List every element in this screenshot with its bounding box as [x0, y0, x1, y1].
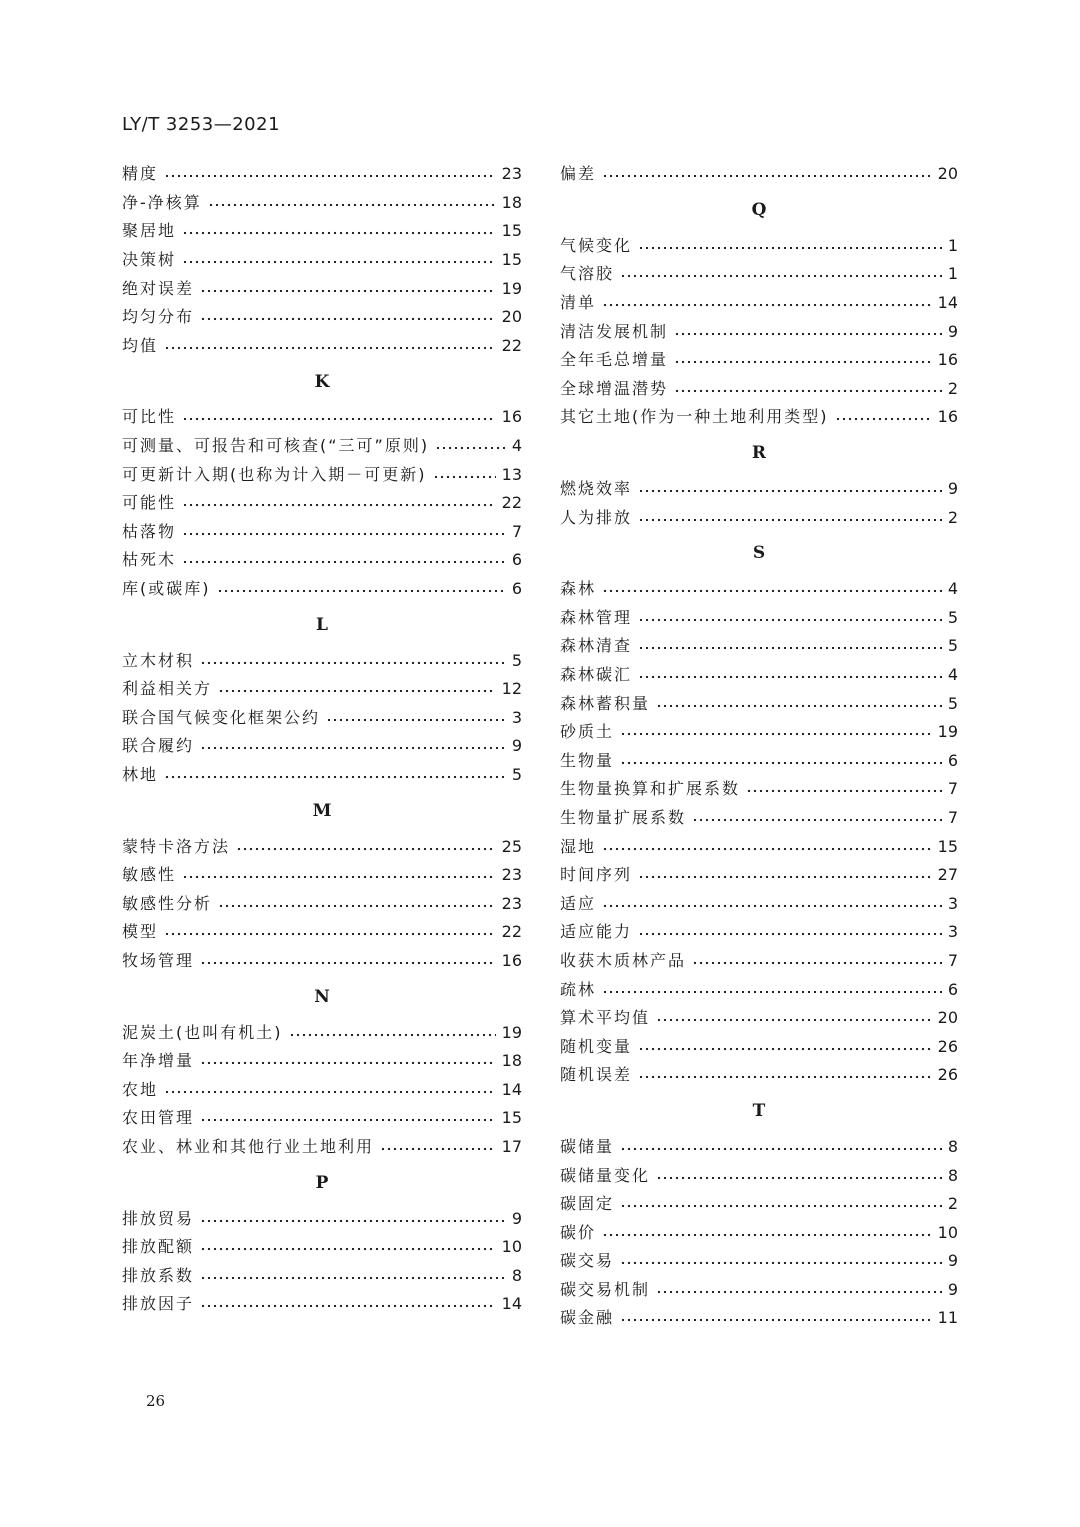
dot-leader [218, 904, 496, 908]
index-term: 生物量 [560, 750, 615, 770]
dot-leader [638, 489, 942, 493]
index-page-number: 9 [947, 479, 958, 499]
index-page-number: 23 [501, 164, 522, 184]
index-term: 泥炭土(也叫有机土) [122, 1022, 283, 1042]
index-term: 农业、林业和其他行业土地利用 [122, 1136, 375, 1156]
index-term: 可比性 [122, 407, 177, 427]
page-number: 26 [146, 1392, 166, 1410]
index-term: 森林碳汇 [560, 665, 633, 685]
index-entry [560, 747, 958, 776]
index-page-number: 5 [947, 607, 958, 627]
dot-leader [289, 1033, 496, 1037]
section-letter-heading: N [314, 986, 330, 1007]
index-term: 收获木质林产品 [560, 950, 687, 970]
index-entry [560, 289, 958, 318]
index-entry [122, 704, 522, 733]
index-page-number: 20 [937, 164, 958, 184]
index-entry [560, 832, 958, 861]
index-entry [560, 975, 958, 1004]
dot-leader [656, 1176, 942, 1180]
index-term: 生物量扩展系数 [560, 807, 687, 827]
index-entry [122, 761, 522, 790]
index-entry [560, 1218, 958, 1247]
index-term: 联合国气候变化框架公约 [122, 707, 321, 727]
dot-leader [638, 246, 942, 250]
index-page-number: 5 [947, 636, 958, 656]
index-page-number: 22 [501, 335, 522, 355]
dot-leader [656, 704, 942, 708]
index-page-number: 19 [501, 1022, 522, 1042]
index-page-number: 12 [501, 679, 522, 699]
dot-leader [602, 904, 942, 908]
index-page-number: 14 [501, 1294, 522, 1314]
index-entry [560, 475, 958, 504]
section-letter-heading: L [316, 614, 328, 635]
index-entry [122, 403, 522, 432]
index-term: 适应 [560, 893, 597, 913]
index-column-right [560, 160, 958, 1333]
index-entry [560, 346, 958, 375]
dot-leader [200, 1118, 496, 1122]
index-page-number: 15 [937, 836, 958, 856]
index-page-number: 7 [511, 521, 522, 541]
dot-leader [182, 503, 496, 507]
dot-leader [200, 1219, 506, 1223]
index-term: 联合履约 [122, 736, 195, 756]
dot-leader [835, 417, 932, 421]
index-page-number: 15 [501, 221, 522, 241]
index-page-number: 1 [947, 235, 958, 255]
index-page-number: 9 [511, 1208, 522, 1228]
dot-leader [435, 446, 506, 450]
dot-leader [674, 332, 942, 336]
index-term: 农地 [122, 1079, 159, 1099]
section-letter-heading: K [314, 371, 330, 392]
index-page-number: 7 [947, 779, 958, 799]
index-term: 枯落物 [122, 521, 177, 541]
index-entry [122, 1075, 522, 1104]
index-entry [122, 1133, 522, 1162]
dot-leader [164, 932, 496, 936]
index-page-number: 15 [501, 1108, 522, 1128]
dot-leader [182, 260, 496, 264]
dot-leader [674, 360, 932, 364]
index-page-number: 11 [937, 1308, 958, 1328]
index-term: 碳交易机制 [560, 1279, 651, 1299]
index-term: 随机变量 [560, 1036, 633, 1056]
index-page-number: 5 [947, 693, 958, 713]
dot-leader [602, 1233, 932, 1237]
index-page-number: 26 [937, 1036, 958, 1056]
index-entry [122, 889, 522, 918]
dot-leader [638, 875, 932, 879]
index-entry [560, 1161, 958, 1190]
index-page-number: 6 [511, 550, 522, 570]
dot-leader [217, 589, 506, 593]
index-term: 森林管理 [560, 607, 633, 627]
index-term: 气候变化 [560, 235, 633, 255]
index-page-number: 4 [947, 579, 958, 599]
dot-leader [692, 818, 942, 822]
section-letter-heading: T [752, 1101, 766, 1122]
index-term: 人为排放 [560, 507, 633, 527]
index-entry [560, 889, 958, 918]
document-code: LY/T 3253—2021 [122, 114, 281, 135]
dot-leader [236, 847, 496, 851]
index-entry [122, 646, 522, 675]
dot-leader [602, 303, 932, 307]
index-page-number: 3 [947, 922, 958, 942]
index-entry [122, 861, 522, 890]
index-entry [560, 1304, 958, 1333]
index-entry [560, 1133, 958, 1162]
index-entry [122, 274, 522, 303]
index-term: 模型 [122, 922, 159, 942]
index-term: 排放贸易 [122, 1208, 195, 1228]
index-page-number: 7 [947, 807, 958, 827]
section-letter-heading: P [315, 1172, 329, 1193]
index-term: 全球增温潜势 [560, 378, 669, 398]
index-page-number: 5 [511, 650, 522, 670]
index-term: 利益相关方 [122, 679, 213, 699]
dot-leader [208, 203, 496, 207]
index-term: 排放配额 [122, 1237, 195, 1257]
dot-leader [602, 589, 942, 593]
index-page-number: 22 [501, 922, 522, 942]
index-entry [122, 1290, 522, 1319]
dot-leader [164, 775, 506, 779]
index-term: 均值 [122, 335, 159, 355]
index-term: 均匀分布 [122, 307, 195, 327]
index-page-number: 14 [937, 293, 958, 313]
index-entry [122, 160, 522, 189]
index-entry [560, 575, 958, 604]
section-letter-heading: Q [751, 200, 767, 221]
index-page-number: 19 [937, 722, 958, 742]
dot-leader [182, 231, 496, 235]
index-term: 适应能力 [560, 922, 633, 942]
index-entry [122, 1261, 522, 1290]
index-term: 敏感性分析 [122, 893, 213, 913]
index-term: 碳价 [560, 1222, 597, 1242]
index-page-number: 6 [947, 979, 958, 999]
index-term: 其它土地(作为一种土地利用类型) [560, 407, 829, 427]
index-term: 蒙特卡洛方法 [122, 836, 231, 856]
index-entry [560, 775, 958, 804]
index-page-number: 4 [947, 665, 958, 685]
index-page-number: 20 [501, 307, 522, 327]
index-term: 立木材积 [122, 650, 195, 670]
dot-leader [200, 1304, 496, 1308]
index-term: 清单 [560, 293, 597, 313]
index-page-number: 6 [947, 750, 958, 770]
index-page-number: 26 [937, 1065, 958, 1085]
dot-leader [200, 661, 506, 665]
index-page-number: 23 [501, 893, 522, 913]
dot-leader [200, 961, 496, 965]
dot-leader [164, 174, 496, 178]
dot-leader [200, 1061, 496, 1065]
index-entry [560, 632, 958, 661]
dot-leader [620, 1261, 942, 1265]
index-entry [122, 303, 522, 332]
index-term: 全年毛总增量 [560, 350, 669, 370]
index-page-number: 17 [501, 1136, 522, 1156]
dot-leader [620, 732, 932, 736]
index-term: 牧场管理 [122, 950, 195, 970]
index-page-number: 18 [501, 192, 522, 212]
index-entry [560, 232, 958, 261]
index-page-number: 22 [501, 493, 522, 513]
index-entry [122, 1204, 522, 1233]
index-entry [560, 604, 958, 633]
index-term: 精度 [122, 164, 159, 184]
index-entry [122, 546, 522, 575]
index-term: 聚居地 [122, 221, 177, 241]
dot-leader [656, 1290, 942, 1294]
index-page-number: 20 [937, 1008, 958, 1028]
index-entry [560, 1276, 958, 1305]
dot-leader [200, 317, 496, 321]
index-page-number: 9 [947, 1251, 958, 1271]
index-term: 排放系数 [122, 1265, 195, 1285]
index-term: 排放因子 [122, 1294, 195, 1314]
index-page-number: 27 [937, 865, 958, 885]
index-entry [122, 732, 522, 761]
dot-leader [638, 618, 942, 622]
dot-leader [164, 1090, 496, 1094]
index-entry [122, 246, 522, 275]
index-entry [122, 489, 522, 518]
index-entry [560, 947, 958, 976]
index-entry [122, 189, 522, 218]
index-term: 湿地 [560, 836, 597, 856]
index-term: 农田管理 [122, 1108, 195, 1128]
index-entry [122, 1018, 522, 1047]
index-entry [560, 661, 958, 690]
section-letter-heading: R [751, 443, 767, 464]
index-term: 敏感性 [122, 865, 177, 885]
dot-leader [326, 718, 506, 722]
index-entry [122, 1233, 522, 1262]
index-term: 气溶胶 [560, 264, 615, 284]
dot-leader [638, 675, 942, 679]
index-entry [560, 1190, 958, 1219]
dot-leader [182, 560, 506, 564]
index-term: 清洁发展机制 [560, 321, 669, 341]
dot-leader [200, 1276, 506, 1280]
index-term: 净-净核算 [122, 192, 202, 212]
index-term: 可更新计入期(也称为计入期－可更新) [122, 464, 427, 484]
dot-leader [746, 789, 942, 793]
index-page-number: 2 [947, 1194, 958, 1214]
index-entry [122, 332, 522, 361]
dot-leader [620, 1204, 942, 1208]
index-term: 枯死木 [122, 550, 177, 570]
index-page-number: 1 [947, 264, 958, 284]
dot-leader [620, 274, 942, 278]
index-entry [560, 689, 958, 718]
index-page-number: 9 [947, 1279, 958, 1299]
dot-leader [638, 646, 942, 650]
index-entry [560, 160, 958, 189]
index-entry [122, 575, 522, 604]
dot-leader [200, 289, 496, 293]
dot-leader [638, 1047, 932, 1051]
index-entry [122, 1104, 522, 1133]
dot-leader [620, 1147, 942, 1151]
index-page-number: 2 [947, 378, 958, 398]
dot-leader [602, 990, 942, 994]
dot-leader [638, 518, 942, 522]
dot-leader [433, 475, 496, 479]
dot-leader [200, 1247, 496, 1251]
index-page-number: 10 [937, 1222, 958, 1242]
section-letter-heading: M [312, 800, 332, 821]
index-page-number: 18 [501, 1051, 522, 1071]
index-page-number: 3 [947, 893, 958, 913]
index-page-number: 14 [501, 1079, 522, 1099]
dot-leader [638, 932, 942, 936]
index-page-number: 8 [947, 1165, 958, 1185]
index-page-number: 5 [511, 764, 522, 784]
index-term: 碳固定 [560, 1194, 615, 1214]
index-entry [122, 918, 522, 947]
index-entry [560, 317, 958, 346]
index-entry [122, 832, 522, 861]
index-entry [560, 375, 958, 404]
dot-leader [200, 746, 506, 750]
index-page-number: 7 [947, 950, 958, 970]
index-page-number: 10 [501, 1237, 522, 1257]
index-term: 绝对误差 [122, 278, 195, 298]
index-term: 燃烧效率 [560, 479, 633, 499]
index-term: 算术平均值 [560, 1008, 651, 1028]
index-term: 决策树 [122, 250, 177, 270]
dot-leader [602, 847, 932, 851]
index-entry [122, 217, 522, 246]
index-entry [560, 1004, 958, 1033]
section-letter-heading: S [752, 543, 766, 564]
dot-leader [692, 961, 942, 965]
index-term: 森林清查 [560, 636, 633, 656]
dot-leader [602, 174, 932, 178]
index-term: 碳金融 [560, 1308, 615, 1328]
dot-leader [218, 689, 496, 693]
index-page-number: 8 [511, 1265, 522, 1285]
index-page-number: 23 [501, 865, 522, 885]
index-column-left [122, 160, 522, 1319]
index-entry [122, 675, 522, 704]
index-page-number: 4 [511, 436, 522, 456]
index-page-number: 6 [511, 579, 522, 599]
index-entry [122, 518, 522, 547]
index-page-number: 16 [501, 950, 522, 970]
index-page-number: 8 [947, 1136, 958, 1156]
index-term: 可能性 [122, 493, 177, 513]
index-entry [560, 1061, 958, 1090]
index-term: 森林蓄积量 [560, 693, 651, 713]
index-page-number: 16 [501, 407, 522, 427]
index-page-number: 16 [937, 407, 958, 427]
index-entry [560, 503, 958, 532]
index-term: 碳储量变化 [560, 1165, 651, 1185]
index-term: 生物量换算和扩展系数 [560, 779, 741, 799]
dot-leader [674, 389, 942, 393]
index-term: 时间序列 [560, 865, 633, 885]
index-page-number: 9 [511, 736, 522, 756]
index-entry [560, 1032, 958, 1061]
dot-leader [182, 532, 506, 536]
index-term: 砂质土 [560, 722, 615, 742]
index-page-number: 15 [501, 250, 522, 270]
index-entry [122, 947, 522, 976]
index-page-number: 2 [947, 507, 958, 527]
index-entry [560, 918, 958, 947]
index-entry [560, 861, 958, 890]
index-entry [560, 1247, 958, 1276]
index-entry [560, 403, 958, 432]
index-term: 库(或碳库) [122, 579, 211, 599]
index-term: 疏林 [560, 979, 597, 999]
dot-leader [638, 1075, 932, 1079]
index-page-number: 25 [501, 836, 522, 856]
index-page-number: 16 [937, 350, 958, 370]
dot-leader [182, 875, 496, 879]
dot-leader [620, 1318, 932, 1322]
index-entry [122, 432, 522, 461]
dot-leader [380, 1147, 496, 1151]
index-page-number: 19 [501, 278, 522, 298]
index-term: 年净增量 [122, 1051, 195, 1071]
index-term: 随机误差 [560, 1065, 633, 1085]
index-page-number: 3 [511, 707, 522, 727]
index-entry [560, 260, 958, 289]
index-term: 偏差 [560, 164, 597, 184]
index-term: 林地 [122, 764, 159, 784]
index-entry [122, 460, 522, 489]
dot-leader [182, 417, 496, 421]
dot-leader [164, 346, 496, 350]
index-entry [560, 804, 958, 833]
index-term: 森林 [560, 579, 597, 599]
index-entry [560, 718, 958, 747]
index-entry [122, 1047, 522, 1076]
index-term: 碳交易 [560, 1251, 615, 1271]
index-term: 可测量、可报告和可核查(“三可”原则) [122, 436, 430, 456]
dot-leader [620, 761, 942, 765]
index-page-number: 9 [947, 321, 958, 341]
index-page-number: 13 [501, 464, 522, 484]
index-term: 碳储量 [560, 1136, 615, 1156]
dot-leader [656, 1018, 932, 1022]
